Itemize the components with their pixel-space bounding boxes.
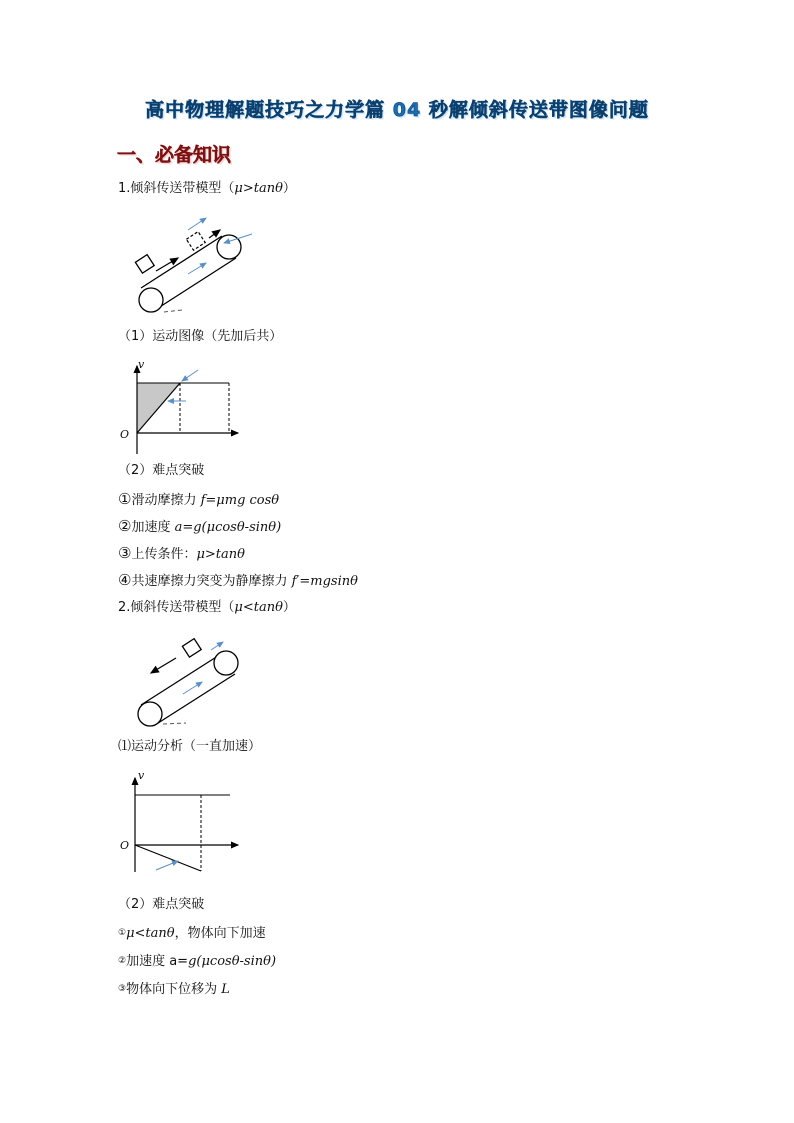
upper-pulley-2 (214, 651, 238, 675)
blue-arrow-1 (182, 370, 198, 381)
model1-sub2: （2）难点突破 (118, 463, 205, 478)
lower-pulley-2 (138, 702, 162, 726)
block-final (186, 232, 205, 251)
model2-sub1: ⑴运动分析（一直加速） (118, 739, 262, 754)
conveyor-belt-2 (138, 651, 238, 726)
lower-pulley (139, 288, 163, 312)
model2-item-2: ②加速度 a=g(μcosθ-sinθ) (118, 954, 277, 969)
conveyor-diagram-2 (126, 630, 256, 730)
conveyor-belt (139, 235, 241, 312)
graph2-v-label: v (138, 769, 145, 782)
model1-sub1: （1）运动图像（先加后共） (118, 329, 283, 344)
model2-item-3: ③物体向下位移为 L (118, 982, 230, 997)
section-heading: 一、必备知识 (117, 144, 232, 166)
page-title: 高中物理解题技巧之力学篇 04 秒解倾斜传送带图像问题 (145, 99, 649, 121)
belt-direction-arrow-3 (183, 682, 202, 694)
velocity-arrow-final (209, 230, 220, 238)
velocity-arrow-block (156, 258, 178, 271)
model1-item-3: ③上传条件：μ>tanθ (118, 544, 245, 562)
vt-graph-1 (116, 352, 246, 456)
vt-graph-2 (116, 766, 246, 874)
belt-direction-arrow-mid (188, 263, 206, 274)
model1-item-4: ④共速摩擦力突变为静摩擦力 f′=mgsinθ (118, 571, 358, 589)
incline-base-2 (163, 723, 186, 724)
incline-base (164, 310, 182, 312)
blue-arrow-3 (156, 861, 178, 870)
belt-direction-arrow-top (188, 218, 206, 230)
decel-line (135, 845, 201, 871)
conveyor-diagram-1 (120, 208, 270, 320)
graph2-origin-label: O (120, 839, 130, 852)
model1-heading: 1.倾斜传送带模型（μ>tanθ） (118, 181, 296, 196)
graph1-v-label: v (138, 358, 145, 371)
velocity-arrow-down (151, 658, 176, 673)
belt-direction-arrow-2 (211, 642, 223, 650)
model1-item-2: ②加速度 a=g(μcosθ-sinθ) (118, 517, 282, 535)
model1-item-1: ①滑动摩擦力 f=μmg cosθ (118, 490, 280, 508)
model2-heading: 2.倾斜传送带模型（μ<tanθ） (118, 600, 296, 615)
graph1-origin-label: O (120, 428, 130, 441)
model2-item-1: ①μ<tanθ，物体向下加速 (118, 926, 266, 941)
block-2 (182, 639, 201, 658)
block-initial (135, 255, 154, 274)
model2-sub2: （2）难点突破 (118, 897, 205, 912)
